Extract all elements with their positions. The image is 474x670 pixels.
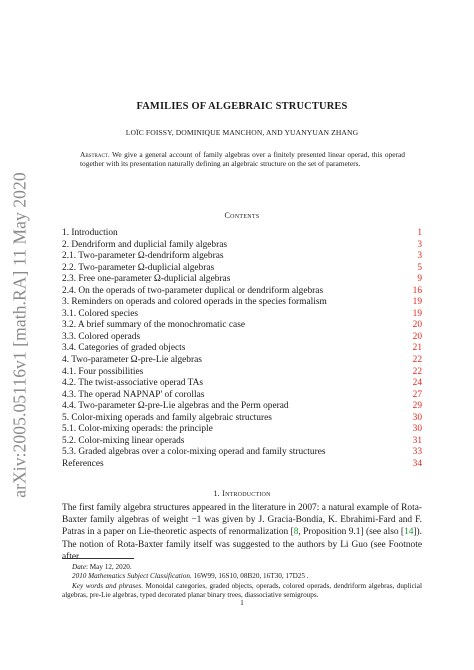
toc-entry[interactable] — [62, 355, 422, 367]
toc-entry[interactable] — [62, 332, 422, 344]
arxiv-identifier: arXiv:2005.05116v1 [math.RA] 11 May 2020 — [9, 172, 30, 498]
footnote-msc — [62, 572, 422, 581]
keywords-text: Monoidal categories, graded objects, operads, colored operads, dendriform algebras, duplicial algebras, pre-Lie algebras, typed decorated planar binary trees, diassociative semigroups. — [62, 581, 422, 599]
keywords-label: Key words and phrases. — [72, 581, 144, 590]
body-text-part: , Proposition 9.1] (see also [ — [298, 527, 405, 538]
toc-page-link[interactable]: 24 — [412, 378, 422, 389]
paper-title: FAMILIES OF ALGEBRAIC STRUCTURES — [136, 101, 348, 112]
citation-link[interactable]: 8 — [293, 527, 299, 538]
toc-entry-title[interactable]: 2.4. On the operads of two-parameter duplical or dendriform algebras — [62, 285, 324, 296]
toc-page-link[interactable]: 29 — [412, 401, 422, 412]
table-of-contents — [62, 228, 422, 470]
section-number: 1. — [213, 489, 223, 498]
abstract-text: We give a general account of family algebras over a finitely presented linear operad, this operad together with its presentation naturally defining an algebraic structure on the set of parameters. — [80, 150, 405, 169]
toc-entry-title[interactable]: 4.3. The operad NAPNAP' of corollas — [62, 389, 205, 400]
footnote-rule — [62, 558, 134, 559]
toc-entry[interactable] — [62, 367, 422, 379]
toc-page-link[interactable]: 20 — [412, 320, 422, 331]
toc-entry-title[interactable]: 1. Introduction — [62, 228, 118, 238]
citation-link[interactable]: 14 — [404, 527, 414, 538]
toc-page-link[interactable]: 33 — [412, 447, 422, 458]
toc-page-link[interactable]: 16 — [412, 285, 422, 296]
toc-page-link[interactable]: 19 — [412, 297, 422, 308]
introduction-paragraph — [62, 502, 422, 563]
toc-page-link[interactable]: 3 — [417, 251, 422, 262]
toc-page-link[interactable]: 31 — [412, 435, 422, 446]
toc-entry-title[interactable]: 4.4. Two-parameter Ω-pre-Lie algebras and the Perm operad — [62, 401, 289, 412]
toc-entry-title[interactable]: 2.1. Two-parameter Ω-dendriform algebras — [62, 251, 224, 262]
toc-page-link[interactable]: 22 — [412, 366, 422, 377]
body-text-part: ]). The notion of Rota-Baxter family itself was suggested to the authors by Li Guo (see Footnote after — [62, 527, 422, 562]
toc-entry[interactable] — [62, 320, 422, 332]
toc-entry[interactable] — [62, 401, 422, 413]
toc-entry-title[interactable]: 2. Dendriform and duplicial family algebras — [62, 239, 228, 250]
toc-page-link[interactable]: 30 — [412, 412, 422, 423]
toc-entry[interactable] — [62, 343, 422, 355]
toc-entry[interactable] — [62, 263, 422, 275]
footnotes — [62, 563, 422, 600]
section-heading — [62, 489, 422, 498]
toc-entry-title[interactable]: 3.1. Colored species — [62, 308, 139, 319]
abstract — [80, 150, 405, 169]
page-number: 1 — [240, 598, 244, 607]
msc-label: 2010 Mathematics Subject Classification. — [72, 572, 192, 581]
toc-page-link[interactable]: 9 — [417, 274, 422, 285]
toc-entry-title[interactable]: 5.3. Graded algebras over a color-mixing operad and family structures — [62, 447, 326, 458]
toc-entry-title[interactable]: 5.2. Color-mixing linear operads — [62, 435, 185, 446]
toc-entry[interactable] — [62, 228, 422, 240]
toc-entry-title[interactable]: 4.2. The twist-associative operad TAs — [62, 378, 204, 389]
toc-entry[interactable] — [62, 447, 422, 459]
toc-entry[interactable] — [62, 274, 422, 286]
toc-entry-title[interactable]: 3.2. A brief summary of the monochromatic case — [62, 320, 246, 331]
paper-authors: LOÏC FOISSY, DOMINIQUE MANCHON, AND YUANYUAN ZHANG — [125, 128, 359, 137]
toc-entry-title[interactable]: 3. Reminders on operads and colored operads in the species formalism — [62, 297, 327, 308]
toc-entry-title[interactable]: 4. Two-parameter Ω-pre-Lie algebras — [62, 355, 202, 366]
toc-page-link[interactable]: 30 — [412, 424, 422, 435]
toc-entry[interactable] — [62, 459, 422, 471]
toc-entry-title[interactable]: References — [62, 458, 104, 469]
toc-entry[interactable] — [62, 424, 422, 436]
date-text: : May 12, 2020. — [85, 563, 132, 571]
toc-page-link[interactable]: 5 — [417, 262, 422, 273]
toc-entry-title[interactable]: 3.3. Colored operads — [62, 331, 141, 342]
toc-page-link[interactable]: 3 — [417, 239, 422, 250]
toc-entry[interactable] — [62, 390, 422, 402]
toc-entry[interactable] — [62, 297, 422, 309]
toc-page-link[interactable]: 20 — [412, 331, 422, 342]
toc-page-link[interactable]: 22 — [412, 355, 422, 366]
toc-entry-title[interactable]: 2.2. Two-parameter Ω-duplicial algebras — [62, 262, 215, 273]
footnote-date — [62, 563, 422, 572]
body-text-part: The first family algebra structures appeared in the literature in 2007: a natural example of Rota-Baxter family algebras of weight −1 was given by J. Gracia-Bondía, K. Ebrahimi-Fard and F. Patras in a paper on Lie-theoretic aspects of renormalization [ — [62, 503, 422, 538]
arxiv-stamp — [0, 170, 40, 500]
toc-entry-title[interactable]: 3.4. Categories of graded objects — [62, 343, 186, 354]
toc-entry-title[interactable]: 5.1. Color-mixing operads: the principle — [62, 424, 213, 435]
toc-page-link[interactable]: 21 — [412, 343, 422, 354]
toc-entry-title[interactable]: 4.1. Four possibilities — [62, 366, 144, 377]
abstract-label: Abstract. — [80, 150, 110, 159]
toc-entry[interactable] — [62, 413, 422, 425]
toc-entry[interactable] — [62, 309, 422, 321]
msc-text: 16W99, 16S10, 08B20, 16T30, 17D25 . — [191, 572, 309, 581]
toc-page-link[interactable]: 1 — [417, 228, 422, 238]
toc-entry-title[interactable]: 5. Color-mixing operads and family algebraic structures — [62, 412, 272, 423]
toc-entry-title[interactable]: 2.3. Free one-parameter Ω-duplicial algebras — [62, 274, 231, 285]
toc-entry[interactable] — [62, 240, 422, 252]
toc-entry[interactable] — [62, 378, 422, 390]
toc-entry[interactable] — [62, 286, 422, 298]
toc-entry[interactable] — [62, 436, 422, 448]
contents-heading: Contents — [224, 211, 260, 220]
toc-entry[interactable] — [62, 251, 422, 263]
toc-page-link[interactable]: 19 — [412, 308, 422, 319]
toc-page-link[interactable]: 34 — [412, 458, 422, 469]
date-label: Date — [72, 563, 86, 571]
section-name: Introduction — [222, 489, 271, 498]
toc-page-link[interactable]: 27 — [412, 389, 422, 400]
